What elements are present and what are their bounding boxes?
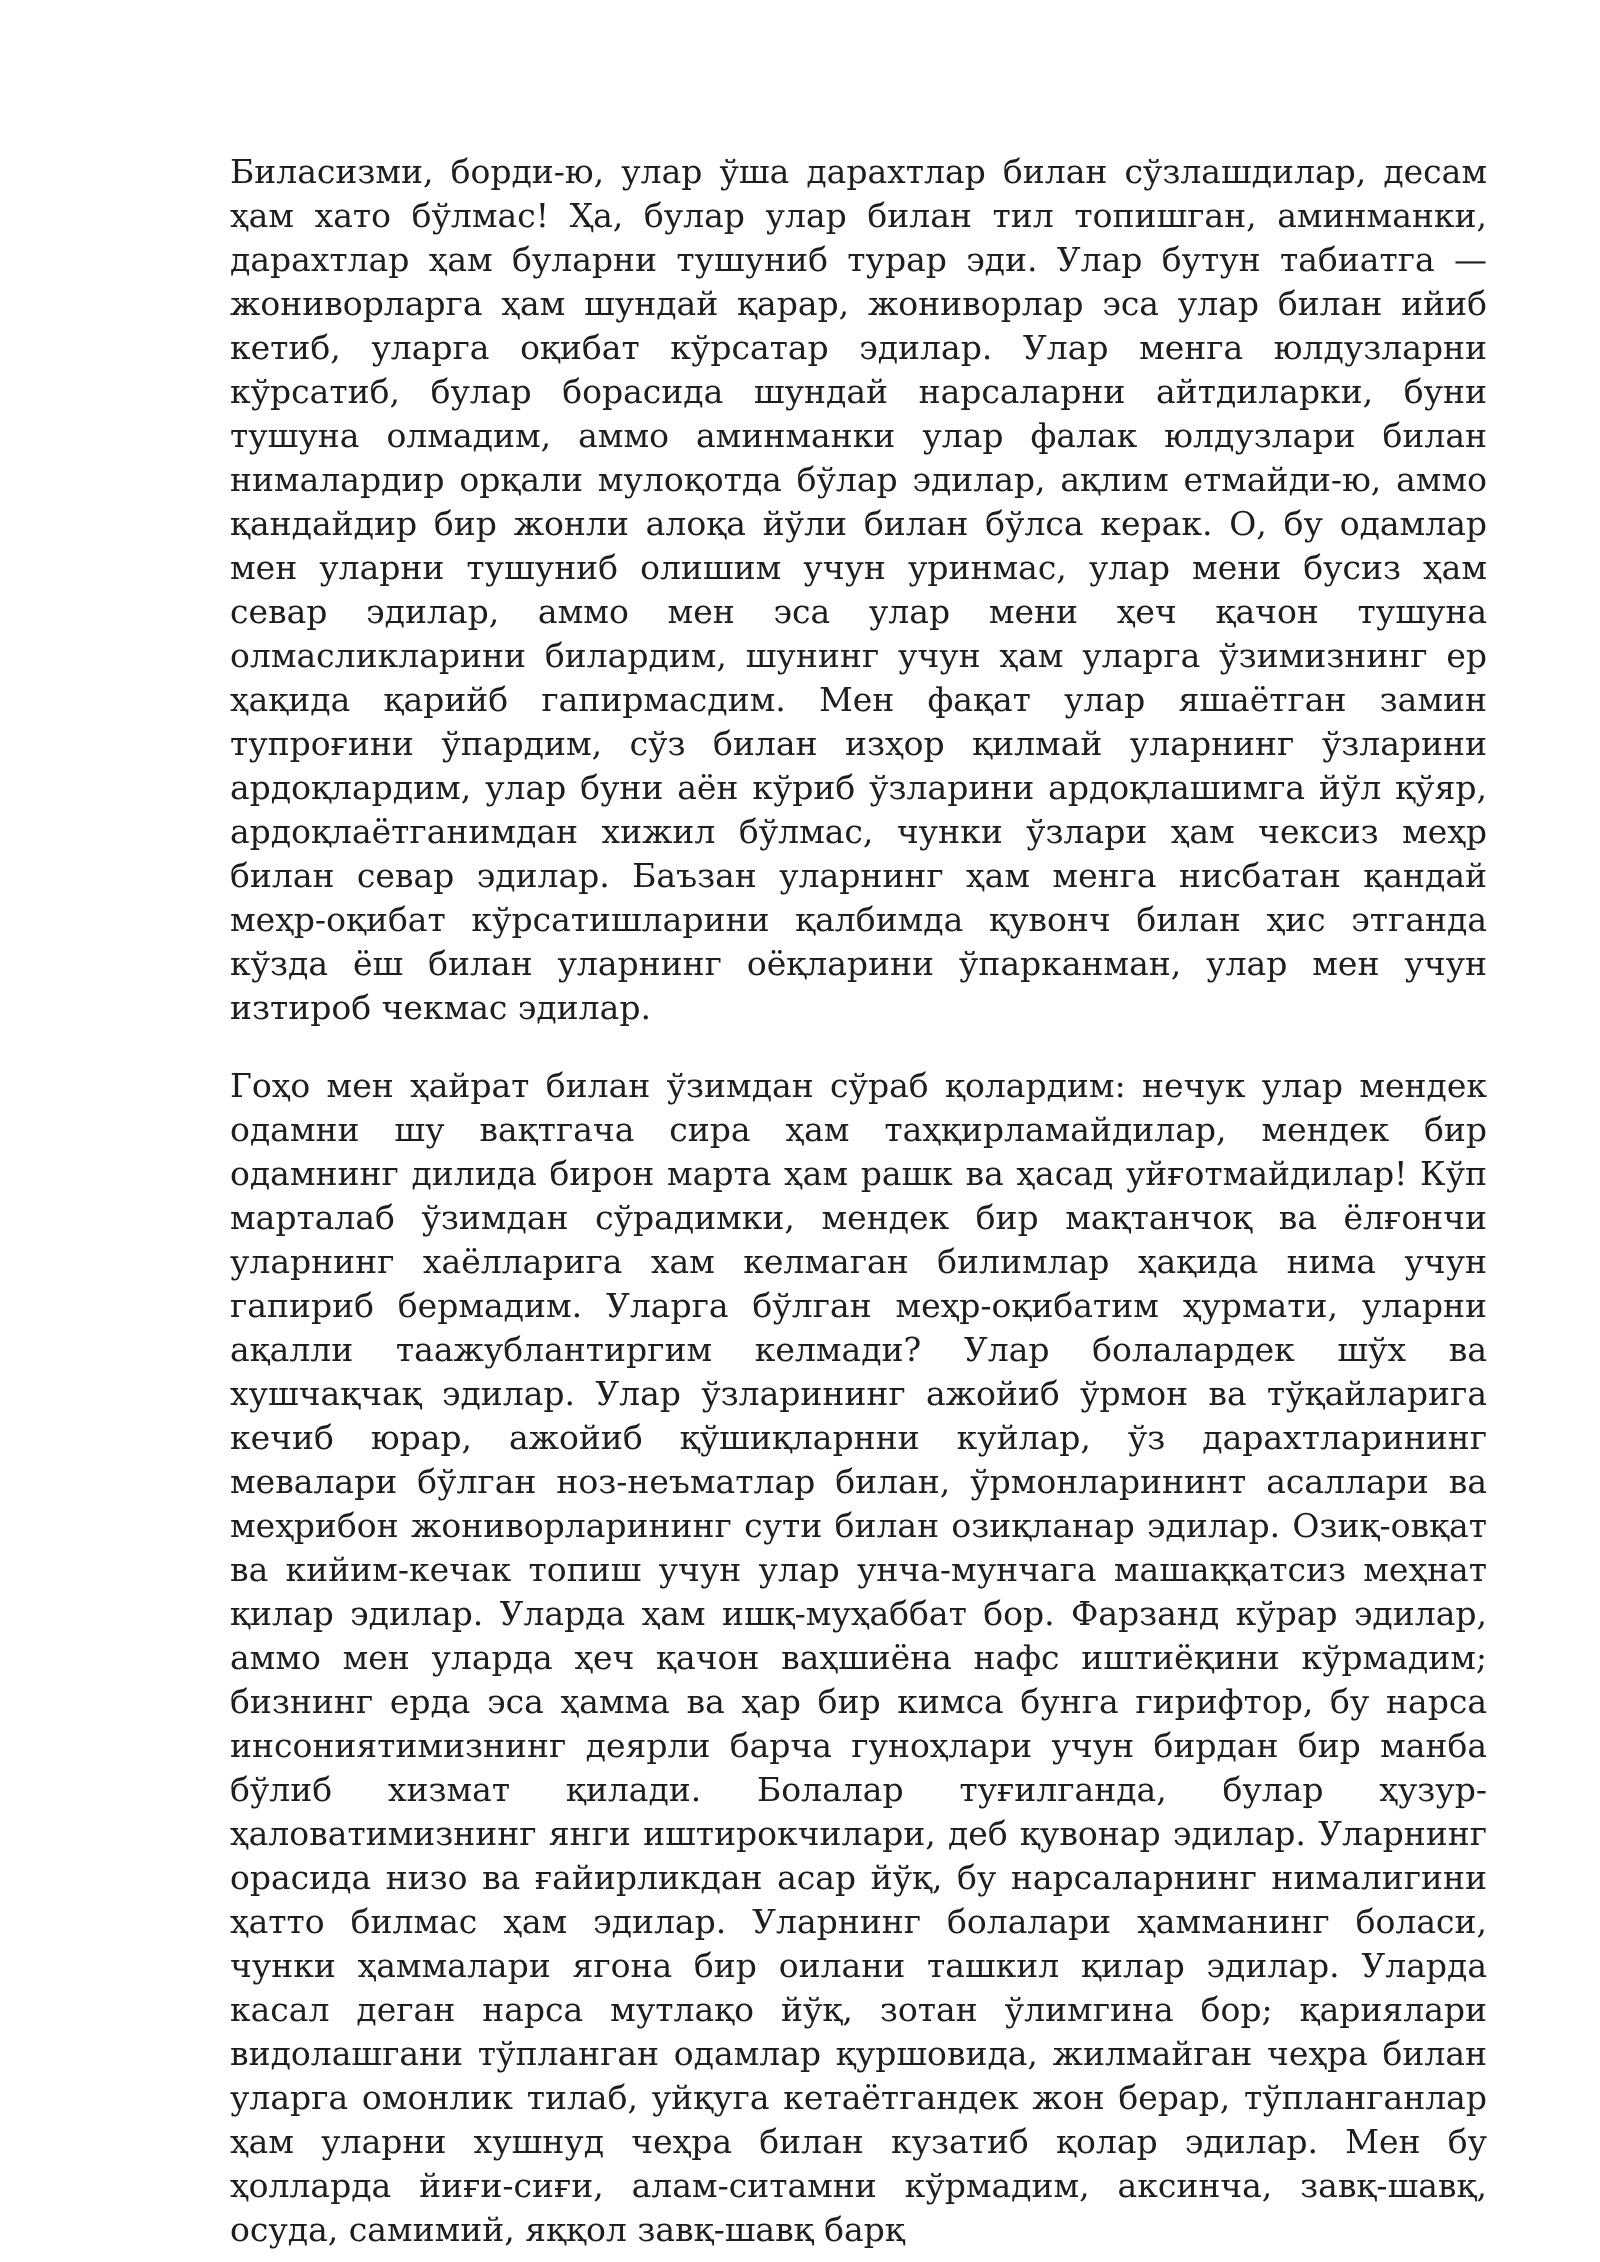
paragraph-2: Гоҳо мен ҳайрат билан ўзимдан сўраб қолардим: нечук улар мендек одамни шу вақтгача сира ҳам таҳқирламайдилар, мендек бир одамнинг дилида бирон марта ҳам рашк ва ҳасад уйғотмайдилар! Кўп марталаб ўзимдан сўрадимки, мендек бир мақтанчоқ ва ёлғончи уларнинг хаёлларига хам келмаган билимлар ҳақида нима учун гапириб бермадим. Уларга бўлган меҳр-оқибатим ҳурмати, уларни ақалли таажублантиргим келмади? Улар болалардек шўх ва хушчақчақ эдилар. Улар ўзларининг ажойиб ўрмон ва тўқайларига кечиб юрар, ажойиб қўшиқларнни куйлар, ўз дарахтларининг мевалари бўлган ноз-неъматлар билан, ўрмонларининт асаллари ва меҳрибон жониворларининг сути билан озиқланар эдилар. Озиқ-овқат ва кийим-кечак топиш учун улар унча-мунчага машаққатсиз меҳнат қилар эдилар. Уларда ҳам ишқ-муҳаббат бор. Фарзанд кўрар эдилар, аммо мен уларда ҳеч қачон ваҳшиёна нафс иштиёқини кўрмадим; бизнинг ерда эса ҳамма ва ҳар бир кимса бунга гирифтор, бу нарса инсониятимизнинг деярли барча гуноҳлари учун бирдан бир манба бўлиб хизмат қилади. Болалар туғилганда, булар ҳузур-ҳаловатимизнинг янги иштирокчилари, деб қувонар эдилар. Уларнинг орасида низо ва ғайирликдан асар йўқ, бу нарсаларнинг нималигини ҳатто билмас ҳам эдилар. Уларнинг болалари ҳамманинг боласи, чунки ҳаммалари ягона бир оилани ташкил қилар эдилар. Уларда касал деган нарса мутлақо йўқ, зотан ўлимгина бор; қариялари видолашгани тўпланган одамлар қуршовида, жилмайган чеҳра билан уларга омонлик тилаб, уйқуга кетаётгандек жон берар, тўпланганлар ҳам уларни хушнуд чеҳра билан кузатиб қолар эдилар. Мен бу ҳолларда йиғи-сиғи, алам-ситамни кўрмадим, аксинча, завқ-шавқ, осуда, самимий, яққол завқ-шавқ барқ xyxy=(230,1066,1487,2249)
paragraph-1: Биласизми, борди-ю, улар ўша дарахтлар билан сўзлашдилар, десам ҳам хато бўлмас! Ҳа, булар улар билан тил топишган, аминманки, дарахтлар ҳам буларни тушуниб турар эди. Улар бутун табиатга — жониворларга ҳам шундай қарар, жониворлар эса улар билан ийиб кетиб, уларга оқибат кўрсатар эдилар. Улар менга юлдузларни кўрсатиб, булар борасида шундай нарсаларни айтдиларки, буни тушуна олмадим, аммо аминманки улар фалак юлдузлари билан нималардир орқали мулоқотда бўлар эдилар, ақлим етмайди-ю, аммо қандайдир бир жонли алоқа йўли билан бўлса керак. О, бу одамлар мен уларни тушуниб олишим учун уринмас, улар мени бусиз ҳам севар эдилар, аммо мен эса улар мени ҳеч қачон тушуна олмасликларини билардим, шунинг учун ҳам уларга ўзимизнинг ер ҳақида қарийб гапирмасдим. Мен фақат улар яшаётган замин тупроғини ўпардим, сўз билан изҳор қилмай уларнинг ўзларини ардоқлардим, улар буни аён кўриб ўзларини ардоқлашимга йўл қўяр, ардоқлаётганимдан хижил бўлмас, чунки ўзлари ҳам чексиз меҳр билан севар эдилар. Баъзан уларнинг ҳам менга нисбатан қандай меҳр-оқибат кўрсатишларини қалбимда қувонч билан ҳис этганда кўзда ёш билан уларнинг оёқларини ўпарканман, улар мен учун изтироб чекмас эдилар. xyxy=(230,152,1487,1027)
text-body xyxy=(230,150,1487,2252)
